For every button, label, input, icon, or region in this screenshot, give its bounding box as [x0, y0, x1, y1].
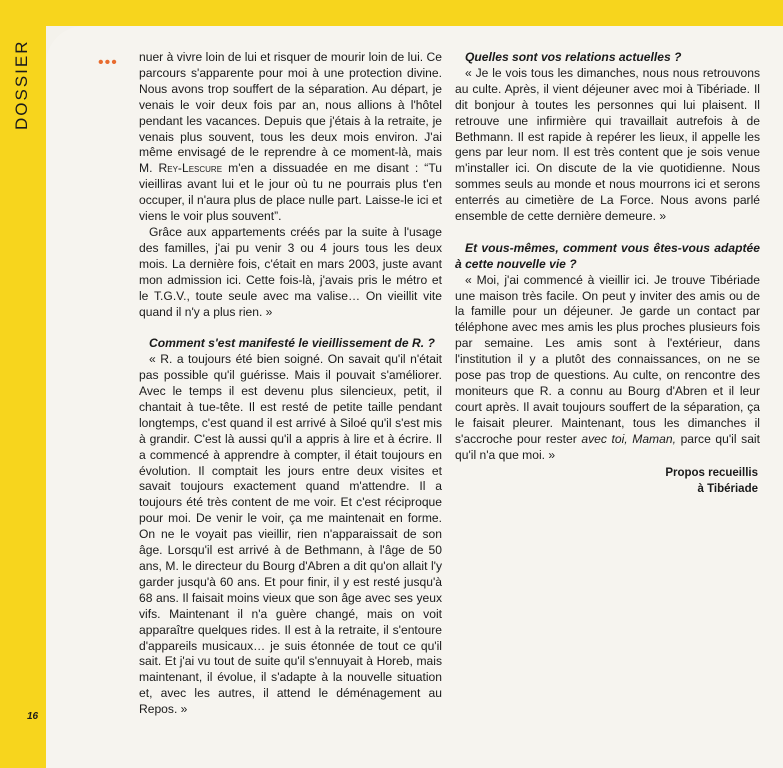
paragraph: « Moi, j'ai commencé à vieillir ici. Je trouve Tibériade une maison très facile. On peut y inviter des amis ou de la famille pour un déjeuner. Je garde un contact par téléphone avec mes amis les plus proches plusieurs fois par semaine. Les amis sont à l'extérieur, dans l'institution il y a plutôt des connaissances, on ne se pose pas trop de questions. Au culte, on rencontre des moniteurs que R. a connu au Bourg d'Abren et il leur court après. Il avait toujours souffert de la séparation, ça le faisait pleurer. Maintenant, tous les dimanches il s'accroche pour rester avec toi, Maman, parce qu'il sait qu'il n'a que moi. »	[455, 272, 760, 462]
section-label: DOSSIER	[12, 39, 31, 131]
right-column	[455, 50, 760, 464]
paragraph: « Je le vois tous les dimanches, nous nous retrouvons au culte. Après, il vient déjeuner avec moi à Tibériade. Il dit bonjour à toutes les personnes qui lui plaisent. Il retrouve une infirmière qui travaillait autrefois à de Bethmann. Il est rapide à repérer les lieux, il appelle les gens par leur nom. Il est très content que je sois venue m'installer ici. On discute de la vie quotidienne. Nous sommes seuls au monde et nous mourrons ici et serons enterrés au cimetière de La Force. Nous avons parlé ensemble de cette dernière demeure. »	[455, 65, 760, 224]
yellow-corner-tab	[573, 0, 783, 26]
paragraph: Grâce aux appartements créés par la suite à l'usage des familles, j'ai pu venir 3 ou 4 jours tous les deux mois. La dernière fois, c'était en mars 2003, juste avant mon admission ici. Cette fois-là, j'avais pris le métro et le T.G.V., toute seule avec ma valise… On vieillit vite quand il n'y a plus rien. »	[139, 224, 442, 319]
left-column	[139, 50, 442, 718]
paragraph: nuer à vivre loin de lui et risquer de mourir loin de lui. Ce parcours s'apparente pour moi à une protection divine. Nous avons trop souffert de la séparation. Au départ, je venais le voir deux fois par an, nous allions à l'hôtel pendant les vacances. Depuis que j'étais à la retraite, je venais plus souvent, tous les deux mois environ. J'ai même envisagé de le reprendre à ce moment-là, mais M. Rey-Lescure m'en a dissuadée en me disant : “Tu vieilliras avant lui et le jour où tu ne pourrais plus t'en occuper, il n'aura plus de place nulle part. Laisse-le ici et viens le voir plus souvent”.	[139, 50, 442, 224]
page-number: 16	[27, 711, 39, 722]
question-heading: Et vous-mêmes, comment vous êtes-vous adaptée à cette nouvelle vie ?	[455, 240, 760, 271]
bullet-dots-icon: •••	[98, 54, 118, 71]
credit-line: Propos recueillis à Tibériade	[665, 467, 758, 495]
question-heading: Comment s'est manifesté le vieillissement de R. ?	[149, 336, 435, 351]
paragraph: « R. a toujours été bien soigné. On savait qu'il n'était pas possible qu'il guérisse. Mais il pouvait s'améliorer. Avec le temps il est devenu plus silencieux, petit, il chantait à tue-tête. Il est resté de petite taille pendant longtemps, c'est quand il est arrivé à Siloé qu'il s'est mis à grandir. C'est là aussi qu'il a appris à lire et à écrire. Il a commencé à apprendre à compter, il était toujours en évolution. Il comptait les jours entre deux visites et savait toujours exactement quand m'attendre. Il a toujours été très content de me voir. Et c'est réciproque pour moi. De venir le voir, ça me maintenait en forme. On ne le voyait pas vieillir, rien n'apparaissait de son âge. Lorsqu'il est arrivé à de Bethmann, à l'âge de 50 ans, M. le directeur du Bourg d'Abren a dit qu'on allait l'y garder jusqu'à 60 ans. Et pour finir, il y est resté jusqu'à 68 ans. Il faisait moins vieux que son âge avec ses yeux vifs. Maintenant il n'a guère changé, mais on voit apparaître quelques rides. Il est à la retraite, il s'entoure d'appareils musicaux… je suis étonnée de tout ce qu'il sait. Et j'ai vu tout de suite qu'il s'ennuyait à Horeb, mais maintenant, il évolue, il s'adapte à la nouvelle situation et, avec les autres, il attend le déménagement au Repos. »	[139, 352, 442, 717]
question-heading: Quelles sont vos relations actuelles ?	[465, 50, 682, 64]
